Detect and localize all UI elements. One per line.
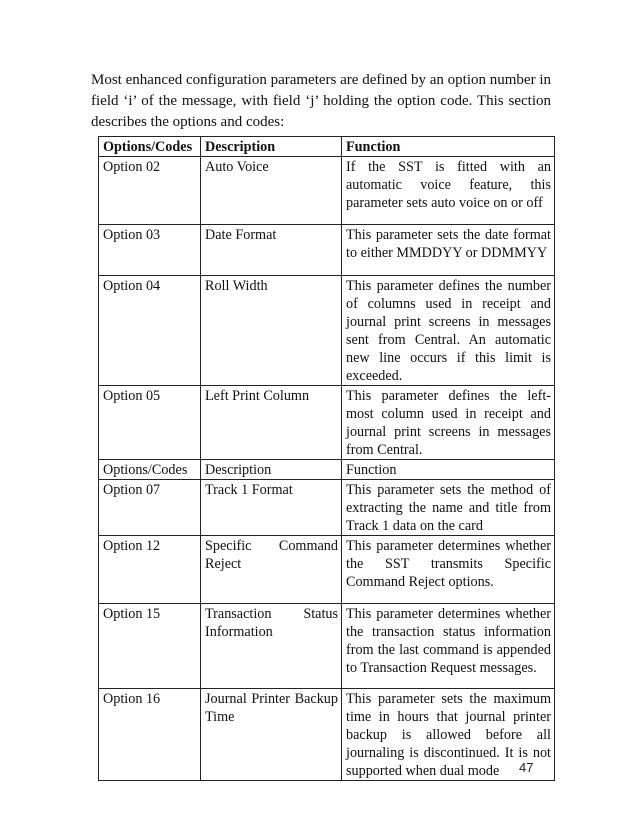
option-code: Option 12 — [99, 536, 201, 604]
option-code: Option 04 — [99, 276, 201, 386]
option-function: This parameter sets the maximum time in hours that journal printer backup is allowed before all journaling is discontinued. It is not supported when dual mode — [342, 689, 555, 781]
option-function: If the SST is fitted with an automatic voice feature, this parameter sets auto voice on or off — [342, 157, 555, 225]
intro-paragraph: Most enhanced configuration parameters are defined by an option number in field ‘i’ of the message, with field ‘j’ holding the option code. This section describes the options and codes: — [91, 72, 551, 130]
table-row — [99, 480, 555, 536]
option-function: This parameter defines the left-most column used in receipt and journal print screens in messages from Central. — [342, 386, 555, 460]
option-code: Option 16 — [99, 689, 201, 781]
option-function: Function — [342, 460, 555, 480]
option-code: Option 03 — [99, 225, 201, 276]
option-function: This parameter sets the date format to either MMDDYY or DDMMYY — [342, 225, 555, 276]
option-description: Date Format — [201, 225, 342, 276]
option-code: Option 05 — [99, 386, 201, 460]
option-description: Roll Width — [201, 276, 342, 386]
table-row — [99, 157, 555, 225]
option-description: Transaction Status Information — [201, 604, 342, 689]
option-description: Description — [201, 460, 342, 480]
option-description: Journal Printer Backup Time — [201, 689, 342, 781]
option-function: This parameter defines the number of columns used in receipt and journal print screens in messages sent from Central. An automatic new line occurs if this limit is exceeded. — [342, 276, 555, 386]
option-description: Track 1 Format — [201, 480, 342, 536]
table-header-row — [99, 137, 555, 157]
table-row — [99, 386, 555, 460]
option-code: Options/Codes — [99, 460, 201, 480]
table-row — [99, 604, 555, 689]
header-function: Function — [342, 137, 555, 157]
option-description: Auto Voice — [201, 157, 342, 225]
page-number: 47 — [519, 760, 534, 775]
option-code: Option 07 — [99, 480, 201, 536]
header-description: Description — [201, 137, 342, 157]
table-row-repeated-header — [99, 460, 555, 480]
option-function: This parameter determines whether the SST transmits Specific Command Reject options. — [342, 536, 555, 604]
option-description: Left Print Column — [201, 386, 342, 460]
table-row — [99, 689, 555, 781]
option-function: This parameter sets the method of extracting the name and title from Track 1 data on the card — [342, 480, 555, 536]
options-table — [98, 136, 555, 781]
option-function: This parameter determines whether the transaction status information from the last command is appended to Transaction Request messages. — [342, 604, 555, 689]
table-row — [99, 536, 555, 604]
option-code: Option 15 — [99, 604, 201, 689]
option-code: Option 02 — [99, 157, 201, 225]
option-description: Specific Command Reject — [201, 536, 342, 604]
table-row — [99, 276, 555, 386]
table-row — [99, 225, 555, 276]
header-options-codes: Options/Codes — [99, 137, 201, 157]
